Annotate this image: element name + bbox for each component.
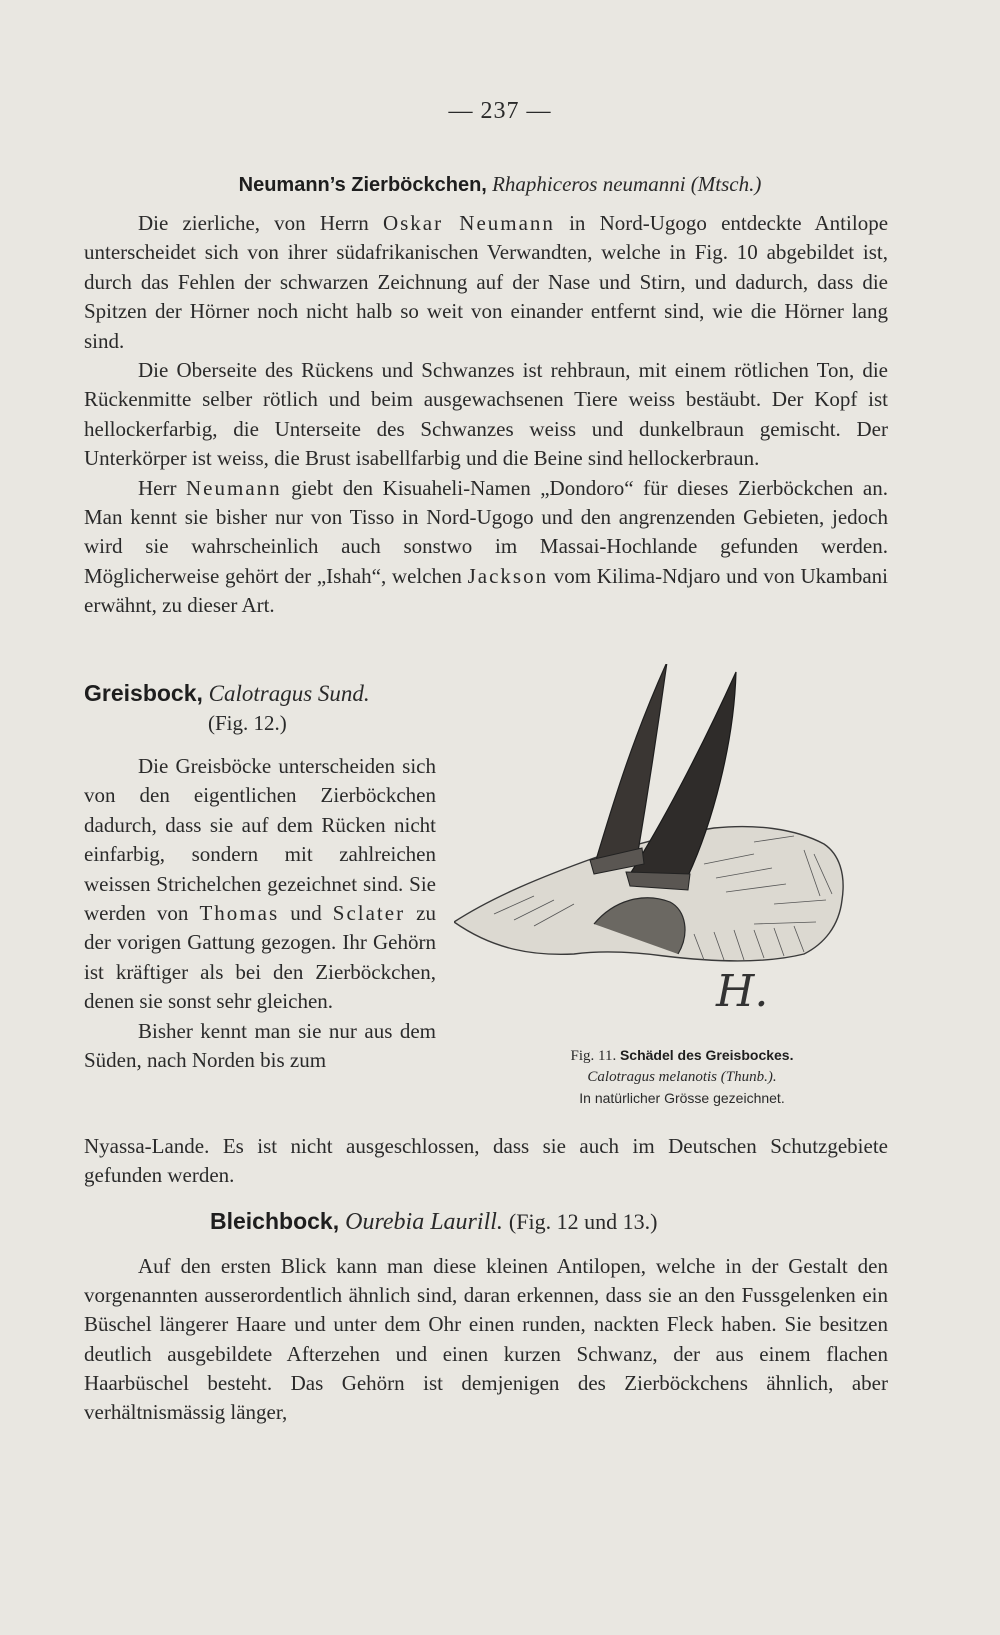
section-heading-bleichbock (210, 1208, 657, 1236)
zierboeckchen-text (84, 209, 888, 621)
paragraph: Die zierliche, von Herrn Oskar Neumann in Nord-Ugogo entdeckte Antilope unterscheidet sich von ihrer südafrikanischen Verwandten, welche in Fig. 10 abgebildet ist, durch das Fehlen der schwarzen Zeichnung auf der Nase und Stirn, und dadurch, dass die Spitzen der Hörner noch nicht halb so weit von einander entfernt sind, wie die Hörner lang sind. (84, 211, 889, 353)
paragraph: Bisher kennt man sie nur aus dem Süden, nach Norden bis zum (84, 1018, 436, 1073)
page-number: — 237 — (448, 98, 552, 124)
heading-bold: Neumann’s Zierböckchen, (238, 174, 487, 196)
person-name: Jackson (467, 563, 549, 588)
section-heading-greisbock (84, 680, 370, 707)
caption-species: Calotragus melanotis (Thunb.). (587, 1069, 777, 1085)
artist-signature: H. (716, 966, 769, 1017)
person-name: Thomas (199, 901, 280, 926)
bleichbock-text (84, 1252, 888, 1427)
person-name: Neumann (186, 475, 282, 500)
caption-title: Fig. 11. Schädel des Greisbockes. (570, 1047, 794, 1064)
person-name: Sclater (332, 901, 406, 926)
heading-italic: Ourebia Laurill. (345, 1209, 503, 1235)
paragraph: Herr Neumann giebt den Kisuaheli-Namen „Dondoro“ für dieses Zierböckchen an. Man kennt sie bisher nur von Tisso in Nord-Ugogo und den angrenzenden Gebieten, jedoch wird sie wahrscheinlich auch sonstwo im Massai-Hochlande gefunden werden. Möglicherweise gehört der „Ishah“, welchen Jackson vom Kilima-Ndjaro und von Ukambani erwähnt, zu dieser Art. (84, 475, 888, 618)
figure-reference: (Fig. 12 und 13.) (508, 1209, 658, 1234)
greisbock-text-column (84, 752, 436, 1075)
caption-note: In natürlicher Grösse gezeichnet. (579, 1090, 785, 1106)
heading-italic: Calotragus Sund. (208, 681, 370, 706)
paragraph: Die Greisböcke unterscheiden sich von den eigentlichen Zierböckchen dadurch, dass sie auf dem Rücken nicht einfarbig, sondern mit zahlreichen weissen Strichelchen gezeichnet sind. Sie werden von Thomas und Sclater zu der vorigen Gattung gezogen. Ihr Gehörn ist kräftiger als bei den Zierböckchen, denen sie sonst sehr gleichen. (84, 754, 436, 1014)
section-heading-neumanns-zierboeckchen (0, 172, 1000, 197)
person-name: Oskar Neumann (382, 211, 555, 235)
paragraph: Auf den ersten Blick kann man diese kleinen Antilopen, welche in der Gestalt den vorgenannten ausserordentlich ähnlich sind, daran erkennen, dass sie an den Fussgelenken ein Büschel längerer Haare und unter dem Ohr einen runden, nackten Fleck haben. Sie besitzen deutlich ausgebildete Afterzehen und einen kurzen Schwanz, der aus einem flachen Haarbüschel besteht. Das Gehörn ist demjenigen des Zierböckchens ähnlich, aber verhältnismässig länger, (84, 1254, 888, 1425)
heading-italic: Rhaphiceros neumanni (Mtsch.) (492, 172, 762, 196)
skull-illustration (454, 664, 874, 1064)
paragraph-continuation: Nyassa-Lande. Es ist nicht ausgeschlossen, dass sie auch im Deutschen Schutzgebiete gefunden werden. (84, 1134, 888, 1188)
heading-bold: Greisbock, (84, 680, 203, 706)
heading-bold: Bleichbock, (210, 1208, 340, 1234)
figure-reference: (Fig. 12.) (208, 711, 287, 735)
figure-caption (492, 1045, 872, 1109)
paragraph: Die Oberseite des Rückens und Schwanzes ist rehbraun, mit einem rötlichen Ton, die Rückenmitte selber rötlich und beim ausgewachsenen Tiere weiss bestäubt. Der Kopf ist hellockerfarbig, die Unterseite des Schwanzes weiss und dunkelbraun gemischt. Der Unterkörper ist weiss, die Brust isabellfarbig und die Beine sind hellockerbraun. (84, 358, 888, 471)
greisbock-text-full (84, 1132, 888, 1191)
